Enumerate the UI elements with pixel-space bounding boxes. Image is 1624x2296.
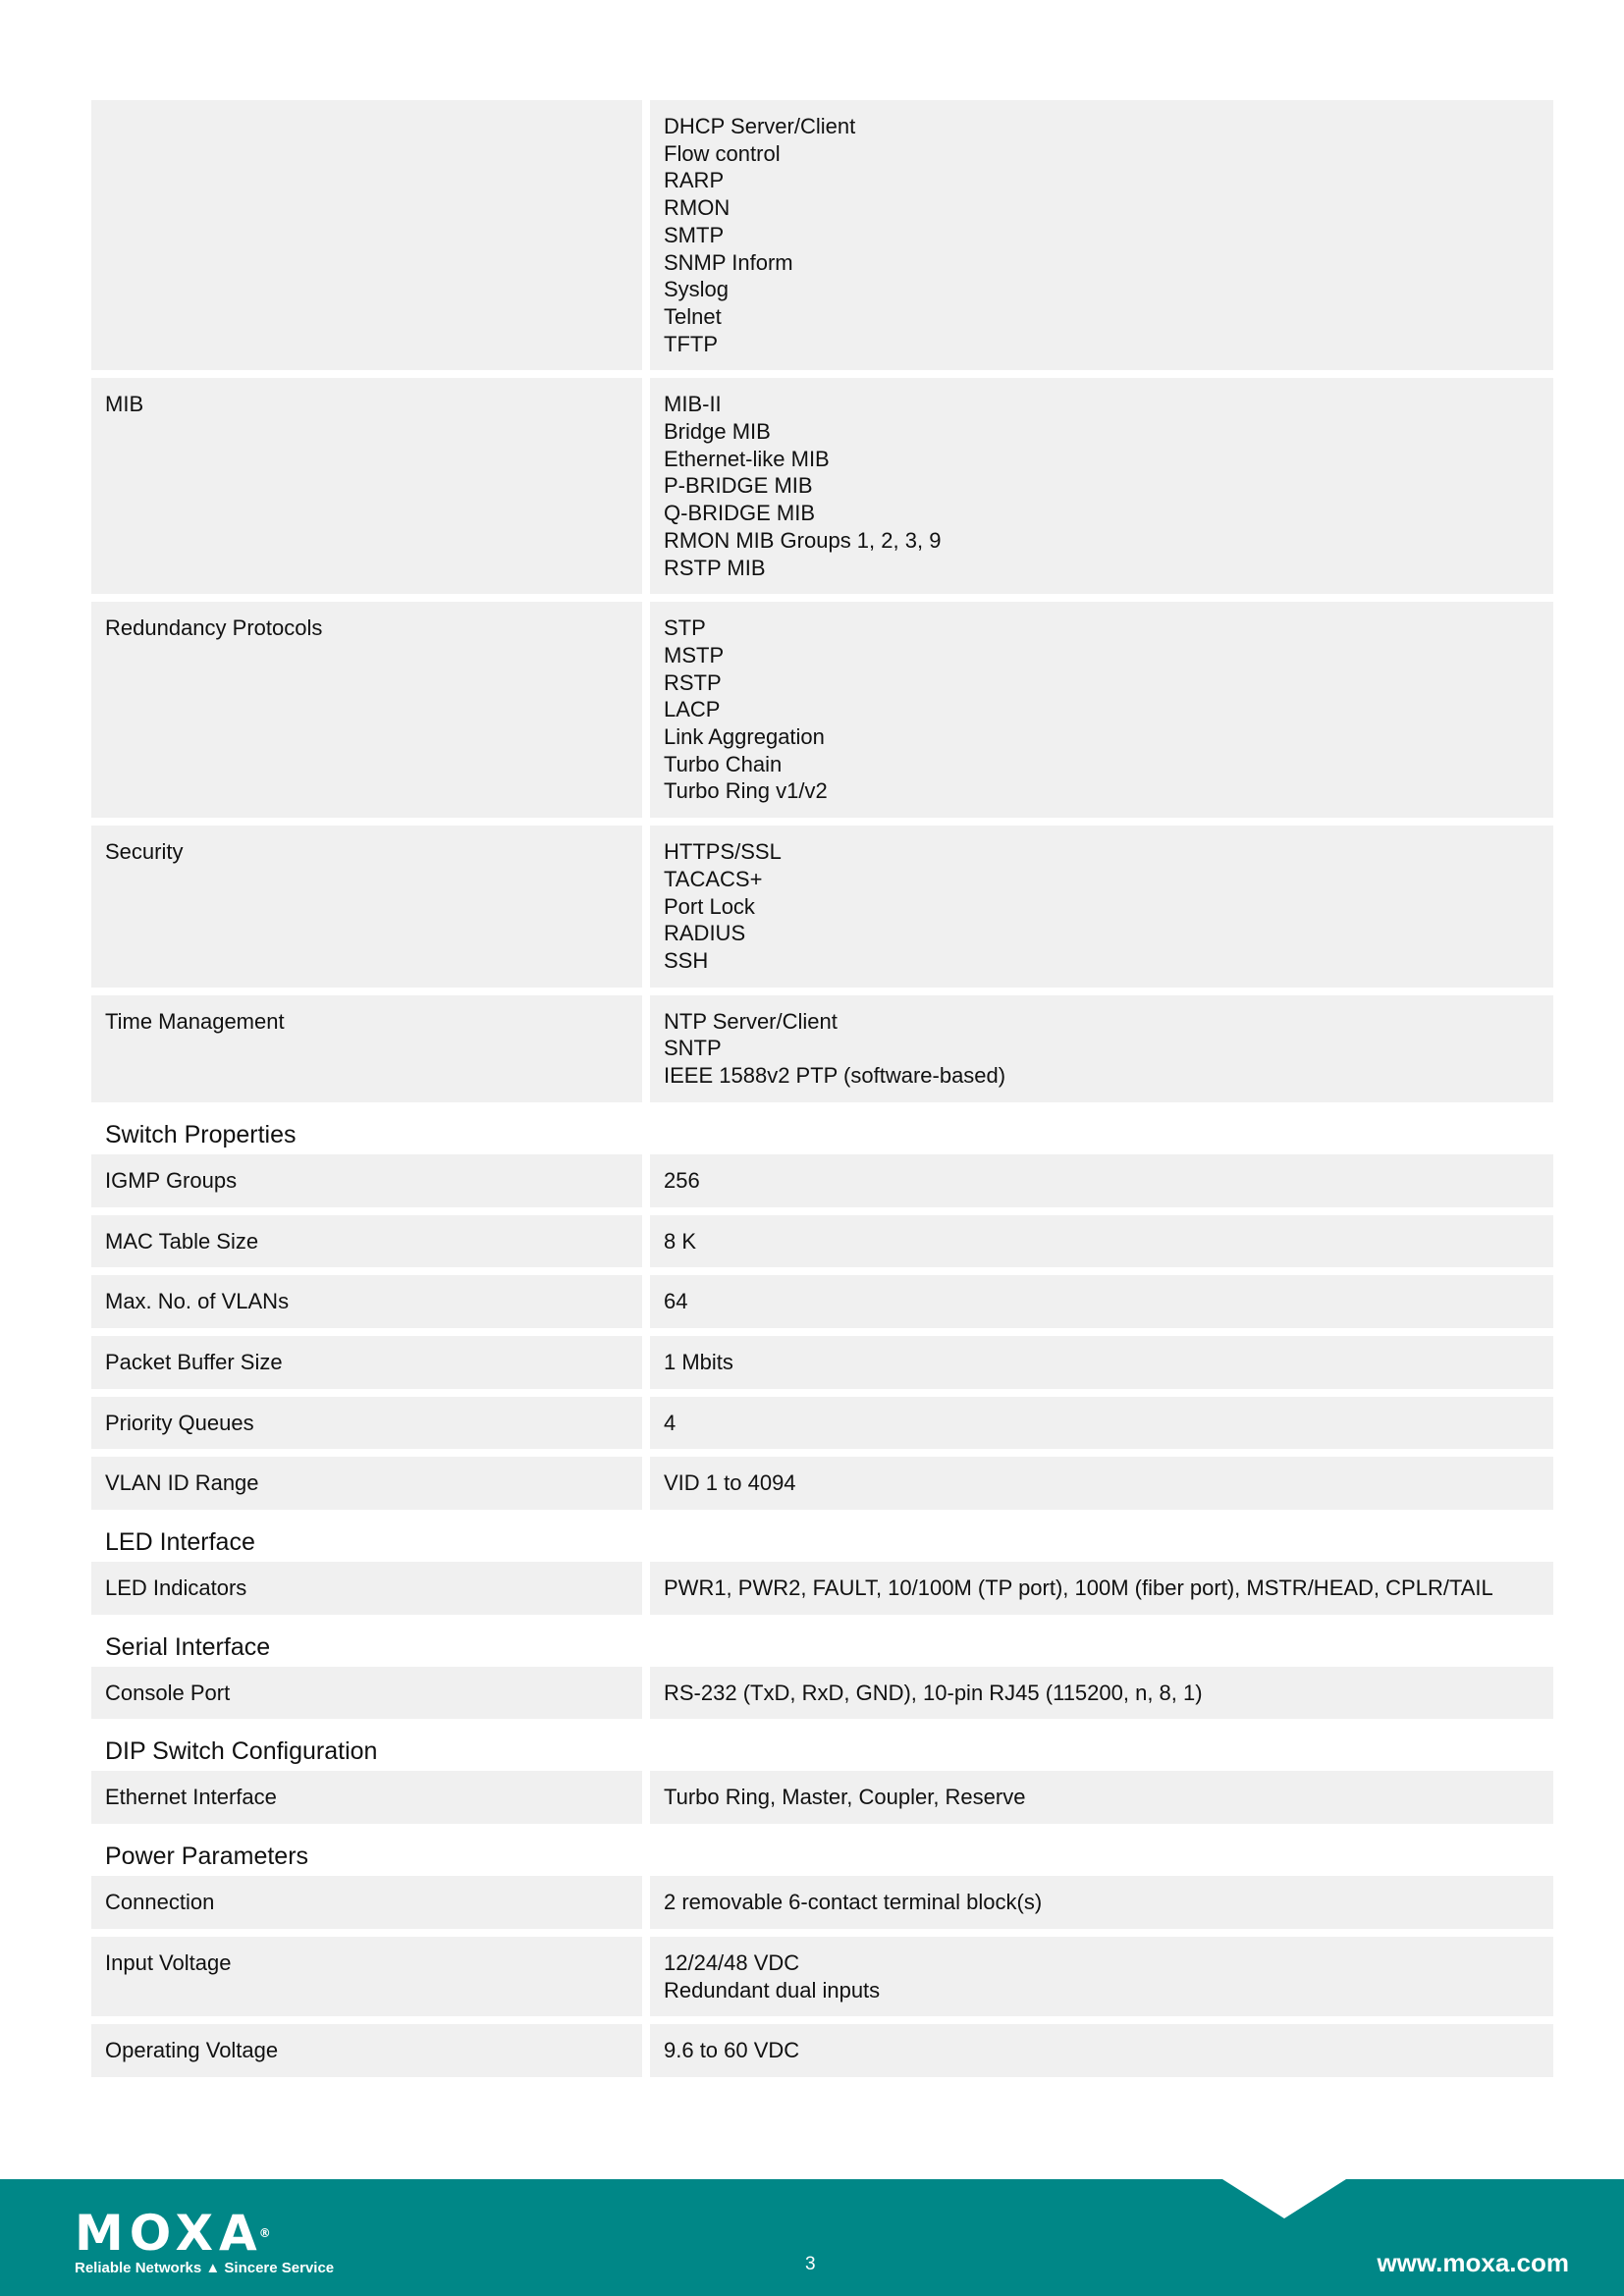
spec-value [650, 1562, 1553, 1615]
spec-value-line: Redundant dual inputs [664, 1977, 881, 2002]
section-heading: Serial Interface [105, 1632, 271, 1661]
spec-value [650, 1667, 1553, 1720]
spec-value-line: 1 Mbits [664, 1349, 733, 1374]
spec-value [650, 1275, 1553, 1328]
spec-value [650, 602, 1553, 818]
spec-value-line: IEEE 1588v2 PTP (software-based) [664, 1063, 1006, 1089]
spec-row [91, 1562, 1553, 1615]
spec-value-line: 256 [664, 1167, 700, 1193]
spec-value-line: HTTPS/SSL [664, 839, 782, 865]
spec-value-line: Turbo Ring v1/v2 [664, 778, 828, 804]
spec-label: Packet Buffer Size [91, 1336, 642, 1389]
spec-value [650, 378, 1553, 594]
spec-label: Redundancy Protocols [91, 602, 642, 818]
spec-row [91, 1336, 1553, 1389]
logo-wordmark: MOXA [75, 2205, 263, 2262]
spec-label: MAC Table Size [91, 1215, 642, 1268]
registered-mark: ® [258, 2226, 277, 2240]
spec-row [91, 995, 1553, 1102]
spec-value-line: P-BRIDGE MIB [664, 473, 813, 499]
spec-value-line: PWR1, PWR2, FAULT, 10/100M (TP port), 100M (fiber port), MSTR/HEAD, CPLR/TAIL [664, 1575, 1493, 1601]
spec-value-line: Telnet [664, 303, 722, 329]
spec-row [91, 1937, 1553, 2016]
spec-value [650, 1215, 1553, 1268]
spec-table [91, 100, 1553, 2085]
spec-value-line: MIB-II [664, 392, 722, 417]
spec-value [650, 1876, 1553, 1929]
spec-value-line: 64 [664, 1289, 688, 1314]
spec-value-line: Link Aggregation [664, 724, 825, 750]
spec-value-line: STP [664, 615, 706, 641]
spec-value-line: Turbo Chain [664, 751, 783, 776]
section-heading: DIP Switch Configuration [105, 1737, 378, 1766]
moxa-logo [75, 2205, 335, 2276]
spec-row [91, 1397, 1553, 1450]
spec-value-line: RARP [664, 168, 725, 193]
section-heading: LED Interface [105, 1528, 255, 1557]
spec-label: Ethernet Interface [91, 1771, 642, 1824]
spec-value-line: Bridge MIB [664, 419, 771, 445]
spec-row [91, 826, 1553, 988]
spec-row [91, 1876, 1553, 1929]
spec-value-line: LACP [664, 697, 721, 722]
spec-row [91, 1215, 1553, 1268]
spec-value-line: 12/24/48 VDC [664, 1949, 800, 1975]
spec-value-line: RADIUS [664, 921, 746, 946]
spec-value-line: SNMP Inform [664, 249, 793, 275]
spec-value [650, 1771, 1553, 1824]
spec-value-line: SMTP [664, 222, 725, 247]
spec-label: LED Indicators [91, 1562, 642, 1615]
spec-row [91, 602, 1553, 818]
spec-row [91, 378, 1553, 594]
spec-value-line: 2 removable 6-contact terminal block(s) [664, 1890, 1043, 1915]
spec-value [650, 995, 1553, 1102]
spec-row [91, 1457, 1553, 1510]
spec-value-line: 4 [664, 1410, 677, 1435]
spec-row [91, 1275, 1553, 1328]
spec-row [91, 2024, 1553, 2077]
spec-label: MIB [91, 378, 642, 594]
page-footer [0, 2179, 1624, 2296]
spec-value-line: TACACS+ [664, 866, 763, 891]
spec-value-line: MSTP [664, 642, 725, 667]
spec-value [650, 1336, 1553, 1389]
spec-label: IGMP Groups [91, 1154, 642, 1207]
spec-value [650, 1154, 1553, 1207]
spec-label [91, 100, 642, 370]
spec-value-line: RSTP MIB [664, 555, 766, 580]
spec-value-line: Ethernet-like MIB [664, 446, 830, 471]
spec-value-line: RMON MIB Groups 1, 2, 3, 9 [664, 527, 942, 553]
spec-value-line: Flow control [664, 140, 781, 166]
spec-label: Input Voltage [91, 1937, 642, 2016]
spec-row [91, 1154, 1553, 1207]
spec-value-line: NTP Server/Client [664, 1008, 838, 1034]
spec-value-line: SNTP [664, 1036, 722, 1061]
spec-value [650, 2024, 1553, 2077]
spec-label: Time Management [91, 995, 642, 1102]
spec-value-line: RSTP [664, 669, 722, 695]
logo-tagline: Reliable Networks ▲ Sincere Service [75, 2260, 335, 2276]
spec-label: VLAN ID Range [91, 1457, 642, 1510]
spec-value [650, 1457, 1553, 1510]
spec-value [650, 826, 1553, 988]
spec-value-line: TFTP [664, 331, 718, 356]
spec-value-line: 8 K [664, 1228, 697, 1254]
footer-notch [1222, 2179, 1346, 2218]
spec-label: Max. No. of VLANs [91, 1275, 642, 1328]
spec-label: Operating Voltage [91, 2024, 642, 2077]
spec-value-line: Q-BRIDGE MIB [664, 501, 816, 526]
page-number: 3 [805, 2254, 816, 2274]
section-heading: Switch Properties [105, 1120, 297, 1148]
spec-row [91, 1771, 1553, 1824]
spec-value-line: Port Lock [664, 893, 755, 919]
spec-row [91, 100, 1553, 370]
spec-label: Priority Queues [91, 1397, 642, 1450]
website-link[interactable]: www.moxa.com [1377, 2248, 1569, 2277]
spec-value-line: RMON [664, 195, 731, 221]
spec-value-line: Syslog [664, 277, 730, 302]
spec-value-line: Turbo Ring, Master, Coupler, Reserve [664, 1785, 1026, 1810]
spec-value-line: DHCP Server/Client [664, 114, 856, 138]
spec-label: Connection [91, 1876, 642, 1929]
spec-label: Security [91, 826, 642, 988]
spec-value-line: VID 1 to 4094 [664, 1470, 796, 1496]
spec-value-line: SSH [664, 947, 709, 973]
section-heading: Power Parameters [105, 1842, 309, 1871]
spec-value [650, 1937, 1553, 2016]
spec-value [650, 100, 1553, 370]
spec-label: Console Port [91, 1667, 642, 1720]
spec-value-line: RS-232 (TxD, RxD, GND), 10-pin RJ45 (115200, n, 8, 1) [664, 1680, 1203, 1705]
spec-value-line: 9.6 to 60 VDC [664, 2038, 800, 2063]
spec-row [91, 1667, 1553, 1720]
spec-value [650, 1397, 1553, 1450]
